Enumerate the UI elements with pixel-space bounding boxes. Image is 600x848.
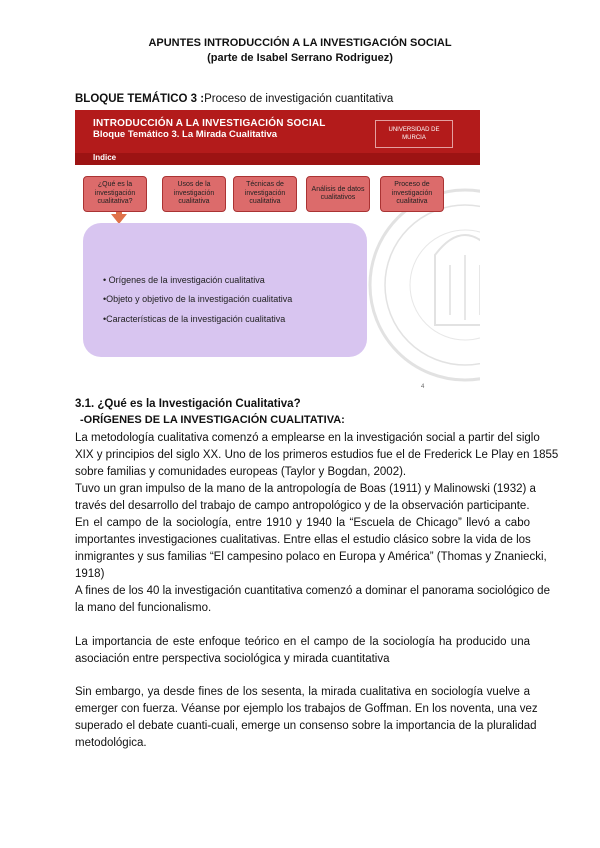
paragraph-5 [75,634,530,668]
section-subheading: -ORÍGENES DE LA INVESTIGACIÓN CUALITATIVA: [80,414,345,426]
slide-subtitle: Bloque Temático 3. La Mirada Cualitativa [93,129,278,140]
text-line: La metodología cualitativa comenzó a emplearse en la investigación social a partir del siglo [75,432,540,444]
text-line: XIX y principios del siglo XX. Uno de los primeros estudios fue el de Frederick Le Play en 1855 [75,449,559,461]
text-line: importantes investigaciones cualitativas. Entre ellas el estudio clásico sobre la vida de los [75,534,531,546]
bullet-item: • Orígenes de la investigación cualitativa [103,275,265,285]
text-line: 1918) [75,568,105,580]
index-bar [75,153,480,165]
text-line: través del desarrollo del trabajo de campo antropológico y de la observación participante. [75,500,530,512]
paragraph-4 [75,583,550,617]
text-line: superado el debate cuanti-cuali, emerge un consenso sobre la importancia de la pluralidad [75,720,537,732]
bloque-label: BLOQUE TEMÁTICO 3 : [75,93,205,105]
document-subtitle: (parte de Isabel Serrano Rodriguez) [207,52,393,64]
paragraph-3 [75,515,547,583]
index-label: Indice [93,153,117,162]
text-line: inmigrantes y sus familias “El campesino polaco en Europa y América” (Thomas y Znaniecki, [75,551,547,563]
paragraph-2 [75,481,536,515]
paragraph-6 [75,684,538,752]
document-title: APUNTES INTRODUCCIÓN A LA INVESTIGACIÓN SOCIAL [148,37,452,49]
content-panel [83,223,367,357]
index-box-3: Técnicas de investigación cualitativa [233,176,297,212]
index-box-2: Usos de la investigación cualitativa [162,176,226,212]
university-logo: UNIVERSIDAD DE MURCIA [375,120,453,148]
text-line: metodológica. [75,737,147,749]
text-line: la mano del funcionalismo. [75,602,212,614]
slide-title: INTRODUCCIÓN A LA INVESTIGACIÓN SOCIAL [93,118,326,129]
text-line: Tuvo un gran impulso de la mano de la antropología de Boas (1911) y Malinowski (1932) a [75,483,536,495]
text-line: sobre familias y comunidades europeas (Taylor y Bogdan, 2002). [75,466,407,478]
index-box-5: Proceso de investigación cualitativa [380,176,444,212]
bullet-item: •Características de la investigación cualitativa [103,314,286,324]
index-box-1: ¿Qué es la investigación cualitativa? [83,176,147,212]
paragraph-1 [75,430,559,481]
bloque-heading [75,93,393,105]
index-box-4: Análisis de datos cualitativos [306,176,370,212]
text-line: asociación entre perspectiva sociológica y mirada cuantitativa [75,653,390,665]
bloque-text: Proceso de investigación cuantitativa [204,93,394,105]
text-line: La importancia de este enfoque teórico en el campo de la sociología ha producido una [75,636,530,648]
text-line: En el campo de la sociología, entre 1910 y 1940 la “Escuela de Chicago” llevó a cabo [75,517,530,529]
text-line: Sin embargo, ya desde fines de los sesenta, la mirada cualitativa en sociología vuelve a [75,686,530,698]
slide-image [75,110,480,392]
text-line: A fines de los 40 la investigación cuantitativa comenzó a dominar el panorama sociológico de [75,585,550,597]
bullet-item: •Objeto y objetivo de la investigación cualitativa [103,294,293,304]
section-heading: 3.1. ¿Qué es la Investigación Cualitativa? [75,398,301,410]
slide-page-number: 4 [421,384,425,390]
text-line: emerger con fuerza. Véanse por ejemplo los trabajos de Goffman. En los noventa, una vez [75,703,538,715]
